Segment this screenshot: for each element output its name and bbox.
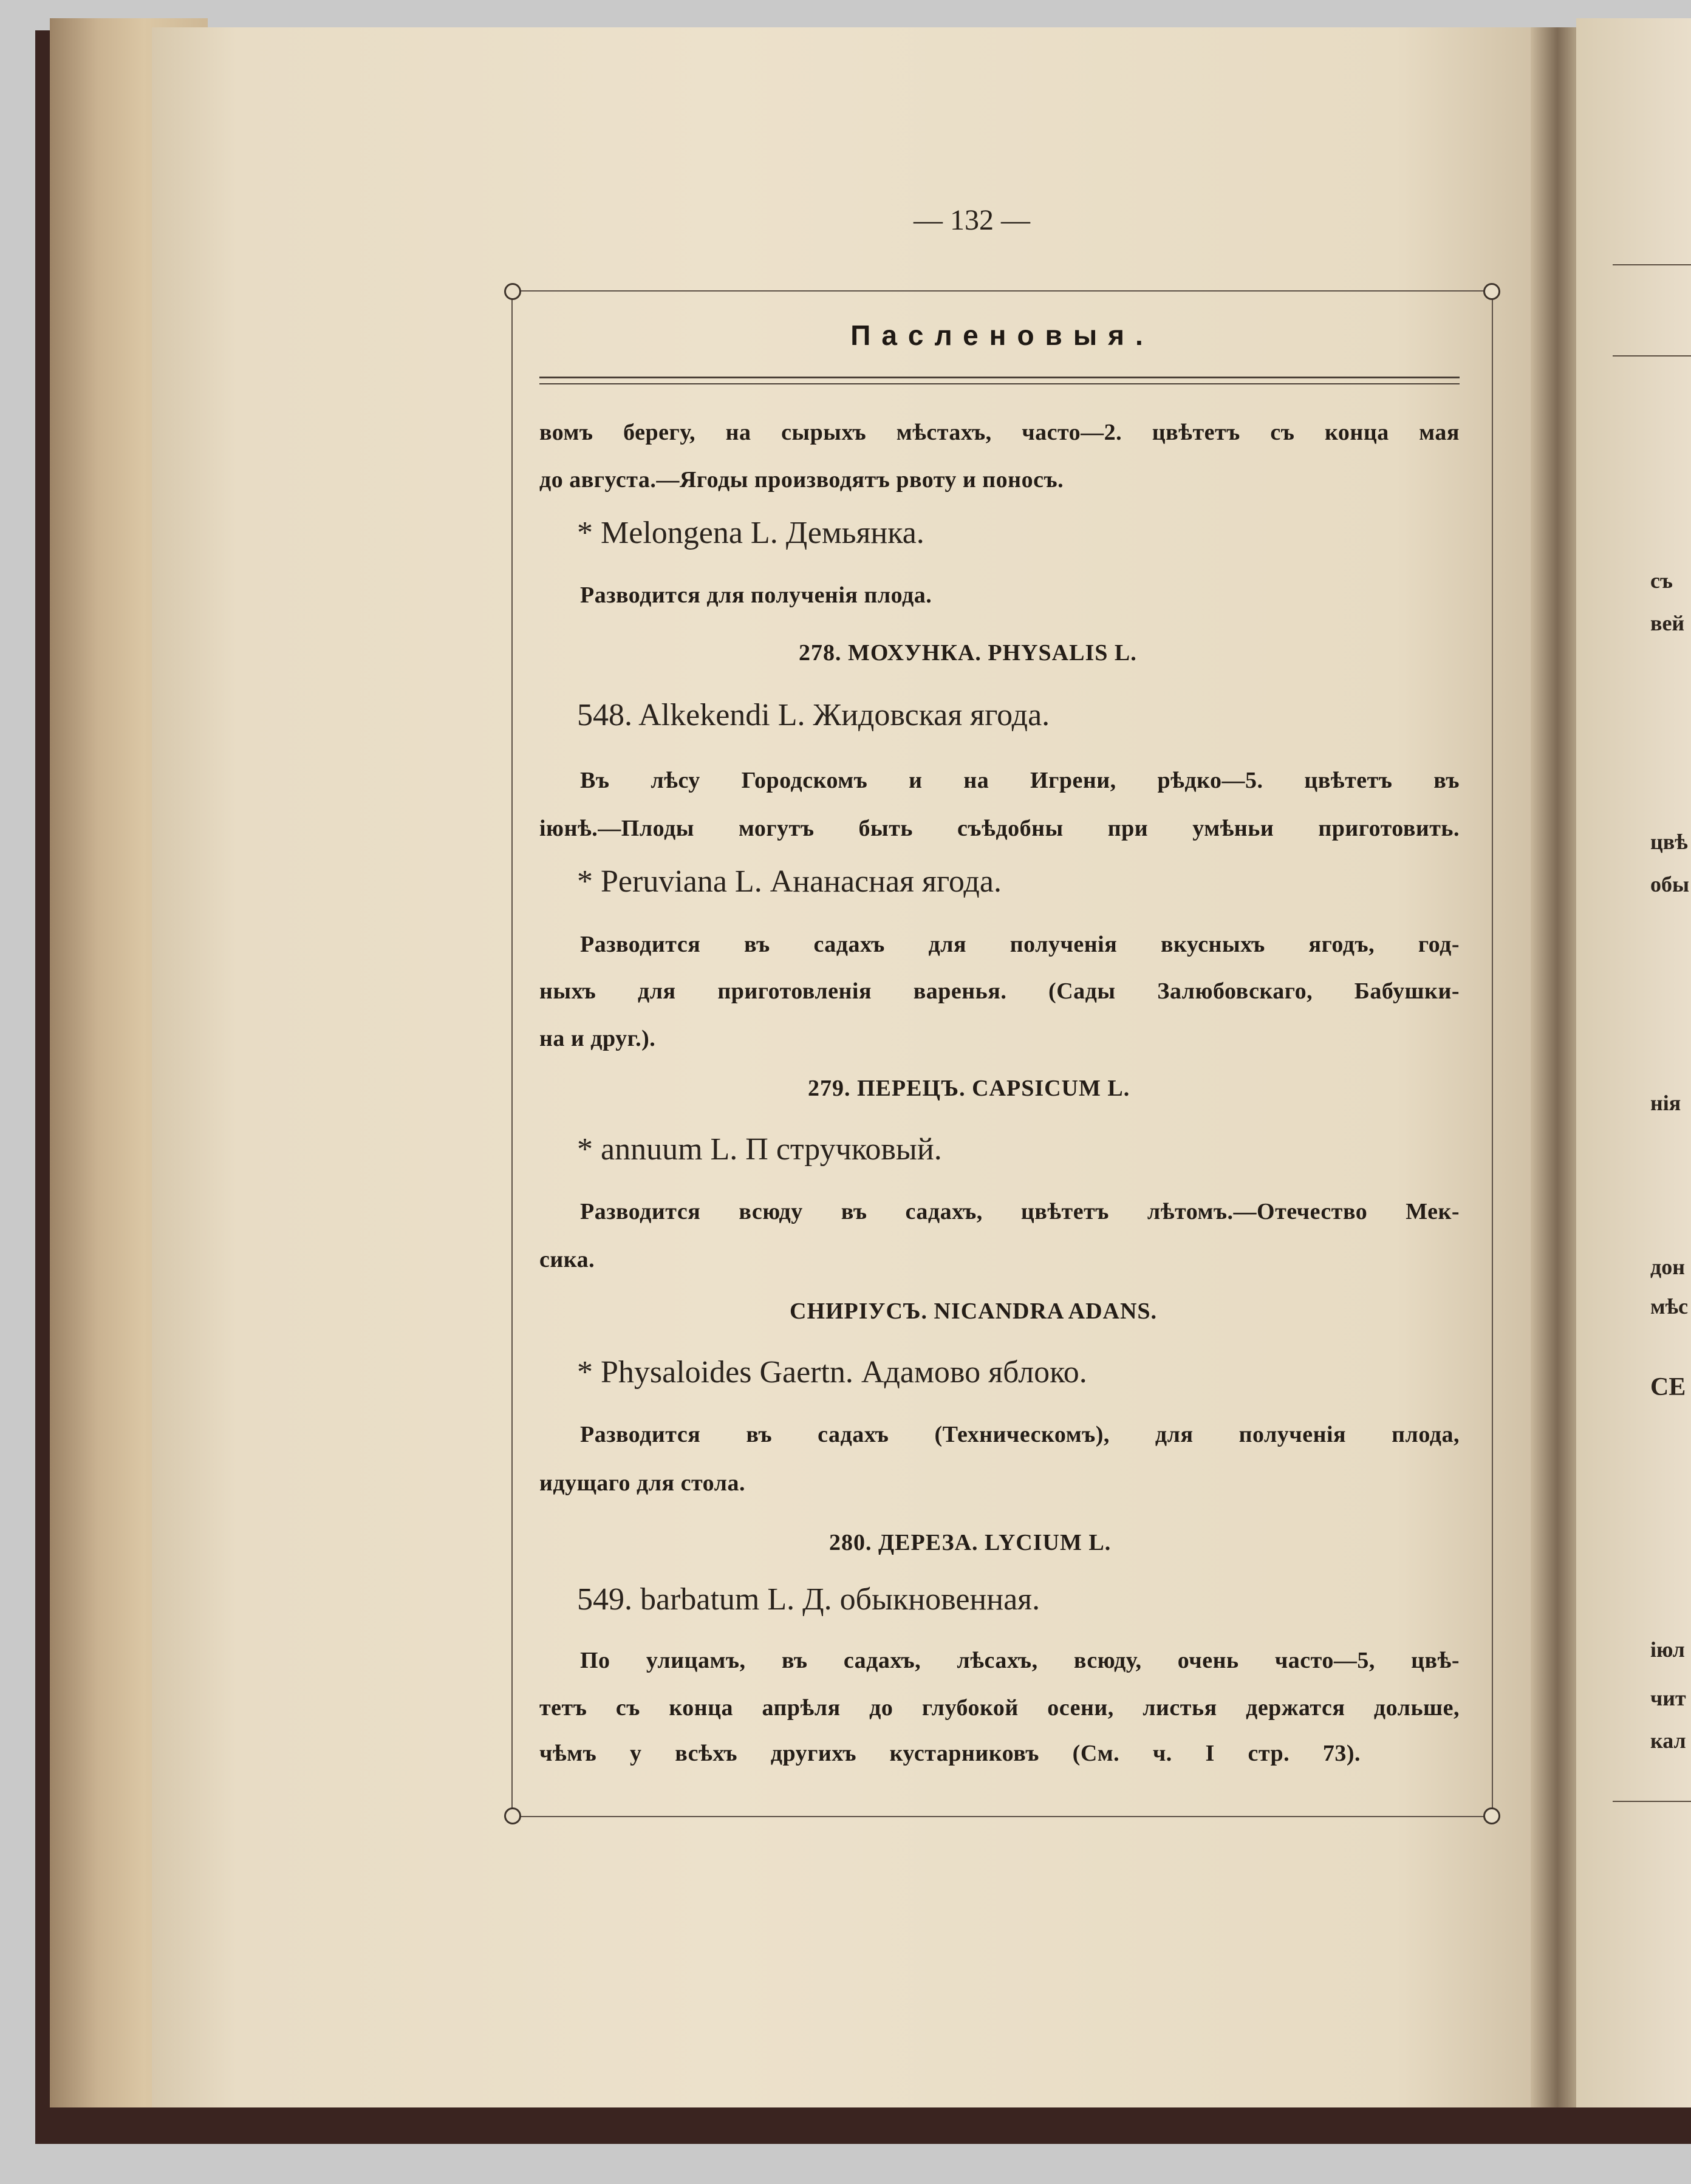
right-page-word: цвѣ <box>1650 830 1688 854</box>
right-page-word: чит <box>1650 1686 1686 1710</box>
right-page-rule <box>1613 355 1691 357</box>
text-line: на и друг.). <box>539 1026 656 1051</box>
page-number: — 132 — <box>914 204 1030 236</box>
book-gutter <box>1531 27 1579 2107</box>
species-entry: * Melongena L. Демьянка. <box>577 516 924 550</box>
text-line: Разводится для полученія плода. <box>580 582 932 608</box>
right-page-word: СЕ <box>1650 1373 1686 1401</box>
text-line: По улицамъ, въ садахъ, лѣсахъ, всюду, очень часто—5, цвѣ- <box>580 1648 1460 1673</box>
text-line: Разводится всюду въ садахъ, цвѣтетъ лѣтомъ.—Отечество Мек- <box>580 1199 1460 1224</box>
right-page-fragment <box>1576 18 1691 2107</box>
text-line: Разводится въ садахъ (Техническомъ), для полученія плода, <box>580 1422 1460 1447</box>
right-page-word: нія <box>1650 1091 1681 1115</box>
frame-corner-ornament <box>1483 1807 1500 1824</box>
text-line: Въ лѣсу Городскомъ и на Игрени, рѣдко—5. цвѣтетъ въ <box>580 768 1460 793</box>
right-page-word: кал <box>1650 1728 1686 1753</box>
frame-corner-ornament <box>504 1807 521 1824</box>
frame-corner-ornament <box>504 283 521 300</box>
heading-rule <box>539 377 1460 384</box>
text-line: тетъ съ конца апрѣля до глубокой осени, листья держатся дольше, <box>539 1695 1460 1721</box>
species-entry: 549. barbatum L. Д. обыкновенная. <box>577 1582 1040 1617</box>
right-page-word: обы <box>1650 872 1690 896</box>
genus-heading: 278. МОХУНКА. PHYSALIS L. <box>799 640 1137 666</box>
genus-heading: СНИРІУСЪ. NICANDRA ADANS. <box>790 1298 1158 1324</box>
genus-heading: 280. ДЕРЕЗА. LYCIUM L. <box>829 1530 1112 1555</box>
right-page-word: іюл <box>1650 1637 1685 1662</box>
right-page-word: вей <box>1650 611 1685 635</box>
text-line: Разводится въ садахъ для полученія вкусныхъ ягодъ, год- <box>580 932 1460 957</box>
species-entry: * Physaloides Gaertn. Адамово яблоко. <box>577 1355 1087 1390</box>
right-page-rule <box>1613 1801 1691 1802</box>
text-line: чѣмъ у всѣхъ другихъ кустарниковъ (См. ч. I стр. 73). <box>539 1741 1361 1766</box>
text-line: сика. <box>539 1247 595 1272</box>
text-line: ныхъ для приготовленія варенья. (Сады Залюбовскаго, Бабушки- <box>539 978 1460 1004</box>
section-heading: Пасленовыя. <box>850 319 1154 351</box>
right-page-word: съ <box>1650 568 1673 593</box>
frame-corner-ornament <box>1483 283 1500 300</box>
species-entry: * annuum L. П стручковый. <box>577 1132 942 1167</box>
text-line: вомъ берегу, на сырыхъ мѣстахъ, часто—2. цвѣтетъ съ конца мая <box>539 420 1460 445</box>
right-page-rule <box>1613 264 1691 265</box>
genus-heading: 279. ПЕРЕЦЪ. CAPSICUM L. <box>808 1076 1130 1101</box>
right-page-word: мѣс <box>1650 1294 1689 1319</box>
text-line: идущаго для стола. <box>539 1470 745 1496</box>
species-entry: 548. Alkekendi L. Жидовская ягода. <box>577 698 1050 732</box>
right-page-word: дон <box>1650 1255 1685 1279</box>
species-entry: * Peruviana L. Ананасная ягода. <box>577 864 1002 899</box>
text-line: іюнѣ.—Плоды могутъ быть съѣдобны при умѣньи приготовить. <box>539 816 1460 841</box>
text-line: до августа.—Ягоды производятъ рвоту и поносъ. <box>539 467 1064 493</box>
